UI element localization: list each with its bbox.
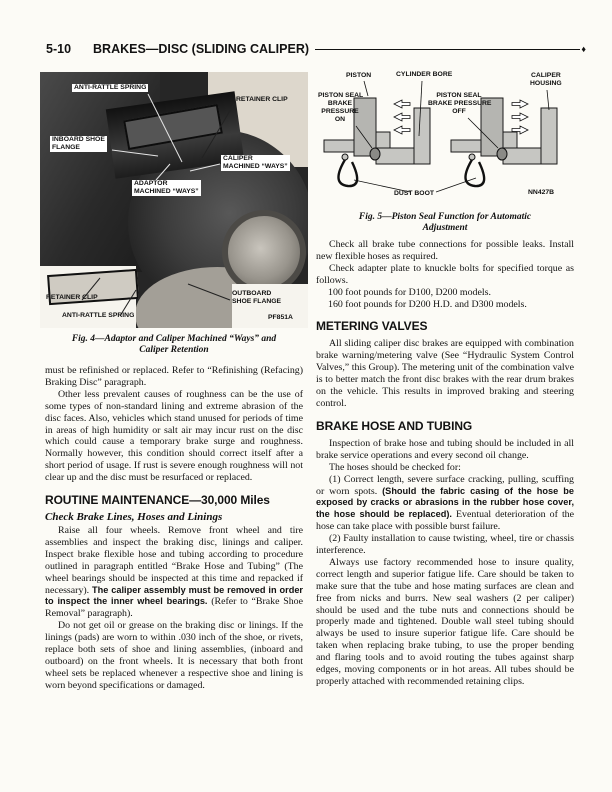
fig4-label-inboard-shoe-flange: INBOARD SHOE FLANGE	[52, 136, 105, 151]
page-number: 5-10	[46, 42, 72, 56]
right-para-2: Check adapter plate to knuckle bolts for specified torque as follows.	[316, 262, 574, 286]
section-end-diamond-icon: ♦	[581, 43, 586, 54]
header-rule	[315, 49, 580, 50]
left-para-4: Do not get oil or grease on the braking disc or linings. If the linings (pads) are worn to within .030 inch of the shoe, or rivets, replace both sets of shoe and lining assemblies, (inboard and outboard) on the front wheels. It is necessary that both front wheel sets be replaced whenever a respective shoe and lining is worn beyond specifications or damaged.	[45, 620, 303, 691]
fig4-photo-code: PF851A	[268, 314, 293, 321]
bold-emphasis-fabric-casing: (Should the fabric casing of the hose be exposed by cracks or abrasions in the rubber hose cover, the hose should be replaced).	[316, 485, 574, 520]
fig4-photo	[40, 72, 308, 328]
fig5-label-piston: PISTON	[346, 72, 372, 79]
right-para-7: (2) Faulty installation to cause twisting, wheel, tire or chassis interference.	[316, 533, 574, 557]
torque-spec-1: 100 foot pounds for D100, D200 models.	[328, 286, 491, 298]
fig4-label-anti-rattle-spring-top: ANTI-RATTLE SPRING	[74, 84, 147, 91]
right-column	[316, 239, 574, 688]
fig4-label-retainer-clip-top: RETAINER CLIP	[236, 96, 288, 103]
right-para-6: (1) Correct length, severe surface cracking, pulling, scuffing or worn spots. (Should the fabric casing of the hose be exposed by cracks or abrasions in the rubber hose cover, the hose should be replaced). Eventual deterioration of the hose can take place with possible burst failure.	[316, 473, 575, 533]
right-para-1: Check all brake tube connections for possible leaks. Install new flexible hoses as required.	[316, 239, 574, 262]
right-para-8: Always use factory recommended hose to insure quality, correct length and superior fatigue life. Care should be taken to make sure that the tube and hose mating surfaces are clean and free from nicks and burrs. New seal washers (2 per caliper) should be used and the tube nuts and connections should be properly made and tightened. Double wall steel tubing should always be used to insure superior fatigue life. Care should be taken when replacing brake tubing, to use the proper bending and flaring tools and to avoid routing the tubes against sharp edges, moving components or in hot areas. All tubes should be properly attached with recommended retaining clips.	[316, 556, 574, 687]
fig5-label-dust-boot: DUST BOOT	[394, 190, 435, 197]
fig4-label-retainer-clip-bottom: RETAINER CLIP	[46, 294, 98, 301]
left-para-3: Raise all four wheels. Remove front wheel and tire assemblies and inspect the braking disc, linings and caliper. Inspect brake flexible hose and tubing according to procedure outlined in paragraph entitled “Brake Hose and Tubing” (The wheel bearings should be inspected at this time and repacked if necessary). The caliper assembly must be removed in order to inspect the inner wheel bearings. (Refer to “Brake Shoe Removal” paragraph).	[45, 524, 304, 620]
fig5-diagram	[316, 70, 576, 210]
fig5-diagram-code: NN427B	[528, 189, 555, 196]
left-para-1: must be refinished or replaced. Refer to “Refinishing (Refacing) Braking Disc” paragraph.	[45, 365, 303, 388]
right-para-5: The hoses should be checked for:	[329, 461, 461, 473]
fig4-label-adaptor-machined-ways: ADAPTOR MACHINED “WAYS”	[134, 180, 199, 195]
heading-metering-valves: METERING VALVES	[316, 319, 428, 334]
fig4-caption: Fig. 4—Adaptor and Caliper Machined “Ways” and Caliper Retention	[71, 334, 277, 355]
bold-emphasis-caliper-removal: The caliper assembly must be removed in order to inspect the inner wheel bearings.	[45, 584, 304, 607]
right-para-4: Inspection of brake hose and tubing should be included in all brake service operations and every second oil change.	[316, 437, 574, 461]
page-title: BRAKES—DISC (SLIDING CALIPER)	[93, 42, 310, 56]
left-column	[45, 365, 303, 692]
subheading-check-brake-lines: Check Brake Lines, Hoses and Linings	[45, 511, 223, 524]
right-para-3: All sliding caliper disc brakes are equipped with combination brake warning/metering valve (See “Hydraulic System Control Valves,” this Group). The metering unit of the combination valve is to better match the front disc brakes with the rear drum brakes on the vehicle. This results in improved braking and steering control.	[316, 338, 574, 409]
left-para-2: Other less prevalent causes of roughness can be the use of some types of non-standard lining and extreme abrasion of the disc faces. Also, vehicles which stand unused for periods of time in areas of high humidity or salt air may incur rust on the disc which could cause a temporary brake surge and roughness. Normally however, this condition should correct itself after a short period of usage. If rust is severe enough roughness will not clear up and the disc must be resurfaced or replaced.	[45, 388, 303, 484]
fig4-label-anti-rattle-spring-bottom: ANTI-RATTLE SPRING	[62, 312, 135, 319]
heading-brake-hose-and-tubing: BRAKE HOSE AND TUBING	[316, 418, 473, 433]
page-header	[46, 42, 586, 56]
torque-spec-2: 160 foot pounds for D200 H.D. and D300 models.	[328, 298, 527, 310]
fig5-label-cylinder-bore: CYLINDER BORE	[396, 71, 453, 78]
fig5-label-piston-seal-off: PISTON SEAL BRAKE PRESSURE OFF	[428, 92, 492, 115]
heading-routine-maintenance: ROUTINE MAINTENANCE—30,000 Miles	[45, 493, 270, 508]
fig4-label-outboard-shoe-flange: OUTBOARD SHOE FLANGE	[232, 290, 282, 305]
fig4-label-caliper-machined-ways: CALIPER MACHINED “WAYS”	[223, 155, 288, 170]
fig5-label-piston-seal-on: PISTON SEAL BRAKE PRESSURE ON	[318, 92, 364, 123]
fig5-label-caliper-housing: CALIPER HOUSING	[530, 72, 562, 87]
fig5-caption: Fig. 5—Piston Seal Function for Automatic Adjustment	[358, 212, 532, 233]
